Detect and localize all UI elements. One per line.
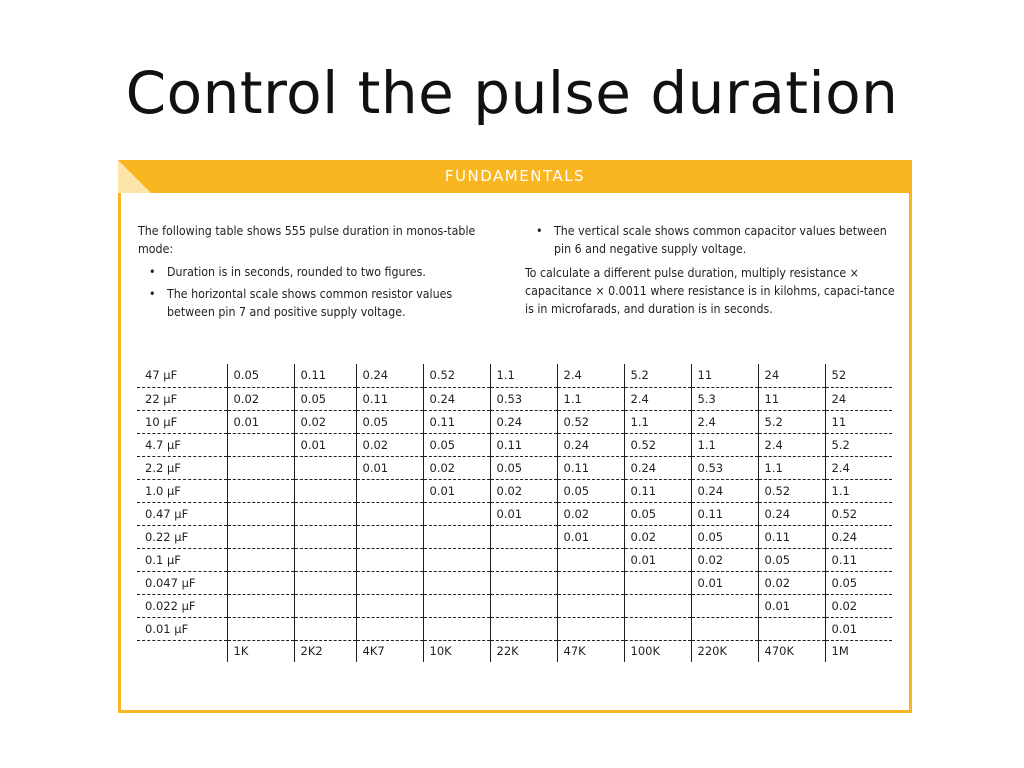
intro-left-bullet: • Duration is in seconds, rounded to two figures. <box>138 263 498 281</box>
duration-cell: 0.24 <box>624 456 691 479</box>
duration-cell: 24 <box>758 364 825 387</box>
table-row <box>137 479 892 502</box>
table-row <box>137 410 892 433</box>
duration-cell <box>557 571 624 594</box>
intro-left-text: The following table shows 555 pulse duration in monos-table mode: <box>138 224 476 256</box>
duration-cell <box>624 617 691 640</box>
duration-cell: 0.52 <box>423 364 490 387</box>
duration-cell: 0.05 <box>825 571 892 594</box>
duration-cell: 0.01 <box>624 548 691 571</box>
duration-cell: 0.05 <box>557 479 624 502</box>
capacitor-label: 2.2 µF <box>137 456 227 479</box>
duration-cell <box>227 456 294 479</box>
duration-cell: 2.4 <box>758 433 825 456</box>
intro-left-column <box>138 222 498 325</box>
duration-cell <box>423 617 490 640</box>
duration-cell: 0.52 <box>825 502 892 525</box>
capacitor-label: 0.022 µF <box>137 594 227 617</box>
intro-right-bullets <box>525 222 897 258</box>
duration-cell: 24 <box>825 387 892 410</box>
duration-cell <box>490 571 557 594</box>
duration-cell <box>294 571 356 594</box>
duration-cell <box>356 548 423 571</box>
duration-cell <box>356 594 423 617</box>
duration-cell <box>423 502 490 525</box>
duration-cell <box>294 456 356 479</box>
duration-cell <box>490 594 557 617</box>
duration-cell: 0.05 <box>294 387 356 410</box>
duration-cell: 2.4 <box>825 456 892 479</box>
duration-cell: 0.02 <box>356 433 423 456</box>
capacitor-label: 0.47 µF <box>137 502 227 525</box>
duration-cell: 0.02 <box>490 479 557 502</box>
pulse-duration-table <box>137 364 892 662</box>
duration-cell: 1.1 <box>557 387 624 410</box>
table-row <box>137 433 892 456</box>
duration-cell: 0.52 <box>557 410 624 433</box>
duration-cell: 0.05 <box>227 364 294 387</box>
duration-cell: 0.11 <box>423 410 490 433</box>
intro-right-bullet: • The vertical scale shows common capacitor values between pin 6 and negative supply voltage. <box>525 222 897 258</box>
intro-left-bullet: • The horizontal scale shows common resistor values between pin 7 and positive supply voltage. <box>138 285 498 321</box>
duration-cell: 0.53 <box>490 387 557 410</box>
duration-cell: 5.2 <box>758 410 825 433</box>
duration-cell: 0.11 <box>758 525 825 548</box>
resistor-axis-row <box>137 640 892 662</box>
duration-cell: 0.02 <box>758 571 825 594</box>
duration-cell <box>624 594 691 617</box>
resistor-label: 1M <box>825 640 892 662</box>
duration-cell: 0.01 <box>490 502 557 525</box>
duration-cell: 0.05 <box>356 410 423 433</box>
resistor-label: 47K <box>557 640 624 662</box>
duration-cell <box>294 525 356 548</box>
capacitor-label: 22 µF <box>137 387 227 410</box>
duration-cell: 0.02 <box>227 387 294 410</box>
duration-cell: 0.24 <box>490 410 557 433</box>
capacitor-label: 0.047 µF <box>137 571 227 594</box>
duration-cell <box>227 479 294 502</box>
duration-cell: 0.02 <box>423 456 490 479</box>
duration-cell: 5.2 <box>825 433 892 456</box>
duration-cell: 0.05 <box>423 433 490 456</box>
intro-right-column <box>525 222 897 318</box>
duration-cell <box>557 548 624 571</box>
duration-cell: 0.05 <box>758 548 825 571</box>
duration-cell: 5.2 <box>624 364 691 387</box>
duration-cell: 0.01 <box>758 594 825 617</box>
duration-cell: 0.01 <box>294 433 356 456</box>
capacitor-label: 0.01 µF <box>137 617 227 640</box>
duration-cell <box>294 479 356 502</box>
capacitor-label: 1.0 µF <box>137 479 227 502</box>
duration-cell <box>227 433 294 456</box>
duration-cell: 0.02 <box>294 410 356 433</box>
duration-cell: 0.01 <box>825 617 892 640</box>
duration-cell <box>490 525 557 548</box>
duration-cell <box>294 617 356 640</box>
resistor-label: 470K <box>758 640 825 662</box>
duration-cell <box>423 571 490 594</box>
table-row <box>137 387 892 410</box>
resistor-label: 2K2 <box>294 640 356 662</box>
duration-cell <box>423 548 490 571</box>
fundamentals-banner <box>121 160 909 193</box>
duration-cell: 0.02 <box>624 525 691 548</box>
duration-cell: 0.01 <box>423 479 490 502</box>
resistor-label: 4K7 <box>356 640 423 662</box>
duration-cell: 0.05 <box>490 456 557 479</box>
duration-cell: 0.11 <box>490 433 557 456</box>
duration-cell: 0.24 <box>356 364 423 387</box>
duration-cell <box>490 548 557 571</box>
duration-cell <box>294 548 356 571</box>
duration-cell <box>227 594 294 617</box>
duration-cell: 2.4 <box>691 410 758 433</box>
duration-cell <box>691 594 758 617</box>
duration-cell <box>356 502 423 525</box>
duration-cell <box>624 571 691 594</box>
duration-cell: 0.52 <box>624 433 691 456</box>
duration-cell: 0.24 <box>691 479 758 502</box>
duration-cell <box>557 594 624 617</box>
table-row <box>137 364 892 387</box>
duration-cell: 0.53 <box>691 456 758 479</box>
duration-cell <box>557 617 624 640</box>
duration-cell: 0.24 <box>758 502 825 525</box>
axis-corner <box>137 640 227 662</box>
resistor-label: 10K <box>423 640 490 662</box>
duration-cell: 0.11 <box>624 479 691 502</box>
duration-cell <box>294 594 356 617</box>
table-row <box>137 456 892 479</box>
duration-cell: 0.11 <box>294 364 356 387</box>
duration-cell: 1.1 <box>691 433 758 456</box>
duration-cell <box>227 525 294 548</box>
duration-cell: 0.11 <box>825 548 892 571</box>
duration-cell: 2.4 <box>557 364 624 387</box>
duration-cell <box>490 617 557 640</box>
table-row <box>137 525 892 548</box>
duration-cell <box>294 502 356 525</box>
duration-cell: 52 <box>825 364 892 387</box>
resistor-label: 22K <box>490 640 557 662</box>
duration-cell: 0.52 <box>758 479 825 502</box>
table-row <box>137 548 892 571</box>
capacitor-label: 10 µF <box>137 410 227 433</box>
duration-cell: 5.3 <box>691 387 758 410</box>
capacitor-label: 47 µF <box>137 364 227 387</box>
duration-cell: 0.05 <box>624 502 691 525</box>
duration-cell <box>227 617 294 640</box>
duration-cell <box>356 617 423 640</box>
duration-cell <box>227 502 294 525</box>
duration-cell: 0.05 <box>691 525 758 548</box>
table-row <box>137 502 892 525</box>
duration-cell: 11 <box>691 364 758 387</box>
duration-cell: 0.02 <box>691 548 758 571</box>
table-row <box>137 617 892 640</box>
duration-cell: 0.24 <box>825 525 892 548</box>
duration-cell <box>356 525 423 548</box>
duration-cell: 0.24 <box>423 387 490 410</box>
intro-left-bullets <box>138 263 498 321</box>
slide-title: Control the pulse duration <box>125 59 899 127</box>
intro-right-text: To calculate a different pulse duration, multiply resistance × capacitance × 0.0011 where resistance is in kilohms, capaci-tance is in microfarads, and duration is in seconds. <box>525 266 895 316</box>
duration-cell <box>423 594 490 617</box>
table-row <box>137 594 892 617</box>
table-row <box>137 571 892 594</box>
duration-cell: 0.11 <box>557 456 624 479</box>
duration-cell: 0.01 <box>691 571 758 594</box>
duration-cell: 0.24 <box>557 433 624 456</box>
duration-cell: 2.4 <box>624 387 691 410</box>
duration-cell: 1.1 <box>490 364 557 387</box>
duration-cell: 0.11 <box>356 387 423 410</box>
duration-cell <box>227 571 294 594</box>
duration-cell <box>691 617 758 640</box>
resistor-label: 1K <box>227 640 294 662</box>
duration-cell <box>227 548 294 571</box>
duration-cell: 11 <box>758 387 825 410</box>
fundamentals-panel <box>118 160 912 713</box>
duration-cell: 11 <box>825 410 892 433</box>
duration-cell: 0.01 <box>227 410 294 433</box>
duration-cell <box>356 479 423 502</box>
duration-cell: 0.01 <box>557 525 624 548</box>
capacitor-label: 0.22 µF <box>137 525 227 548</box>
resistor-label: 100K <box>624 640 691 662</box>
duration-cell: 0.11 <box>691 502 758 525</box>
banner-label: FUNDAMENTALS <box>444 167 586 185</box>
duration-cell: 0.02 <box>825 594 892 617</box>
duration-cell: 0.01 <box>356 456 423 479</box>
capacitor-label: 4.7 µF <box>137 433 227 456</box>
duration-cell: 0.02 <box>557 502 624 525</box>
duration-cell: 1.1 <box>825 479 892 502</box>
resistor-label: 220K <box>691 640 758 662</box>
capacitor-label: 0.1 µF <box>137 548 227 571</box>
duration-cell <box>356 571 423 594</box>
duration-cell: 1.1 <box>758 456 825 479</box>
duration-cell: 1.1 <box>624 410 691 433</box>
duration-cell <box>423 525 490 548</box>
duration-cell <box>758 617 825 640</box>
